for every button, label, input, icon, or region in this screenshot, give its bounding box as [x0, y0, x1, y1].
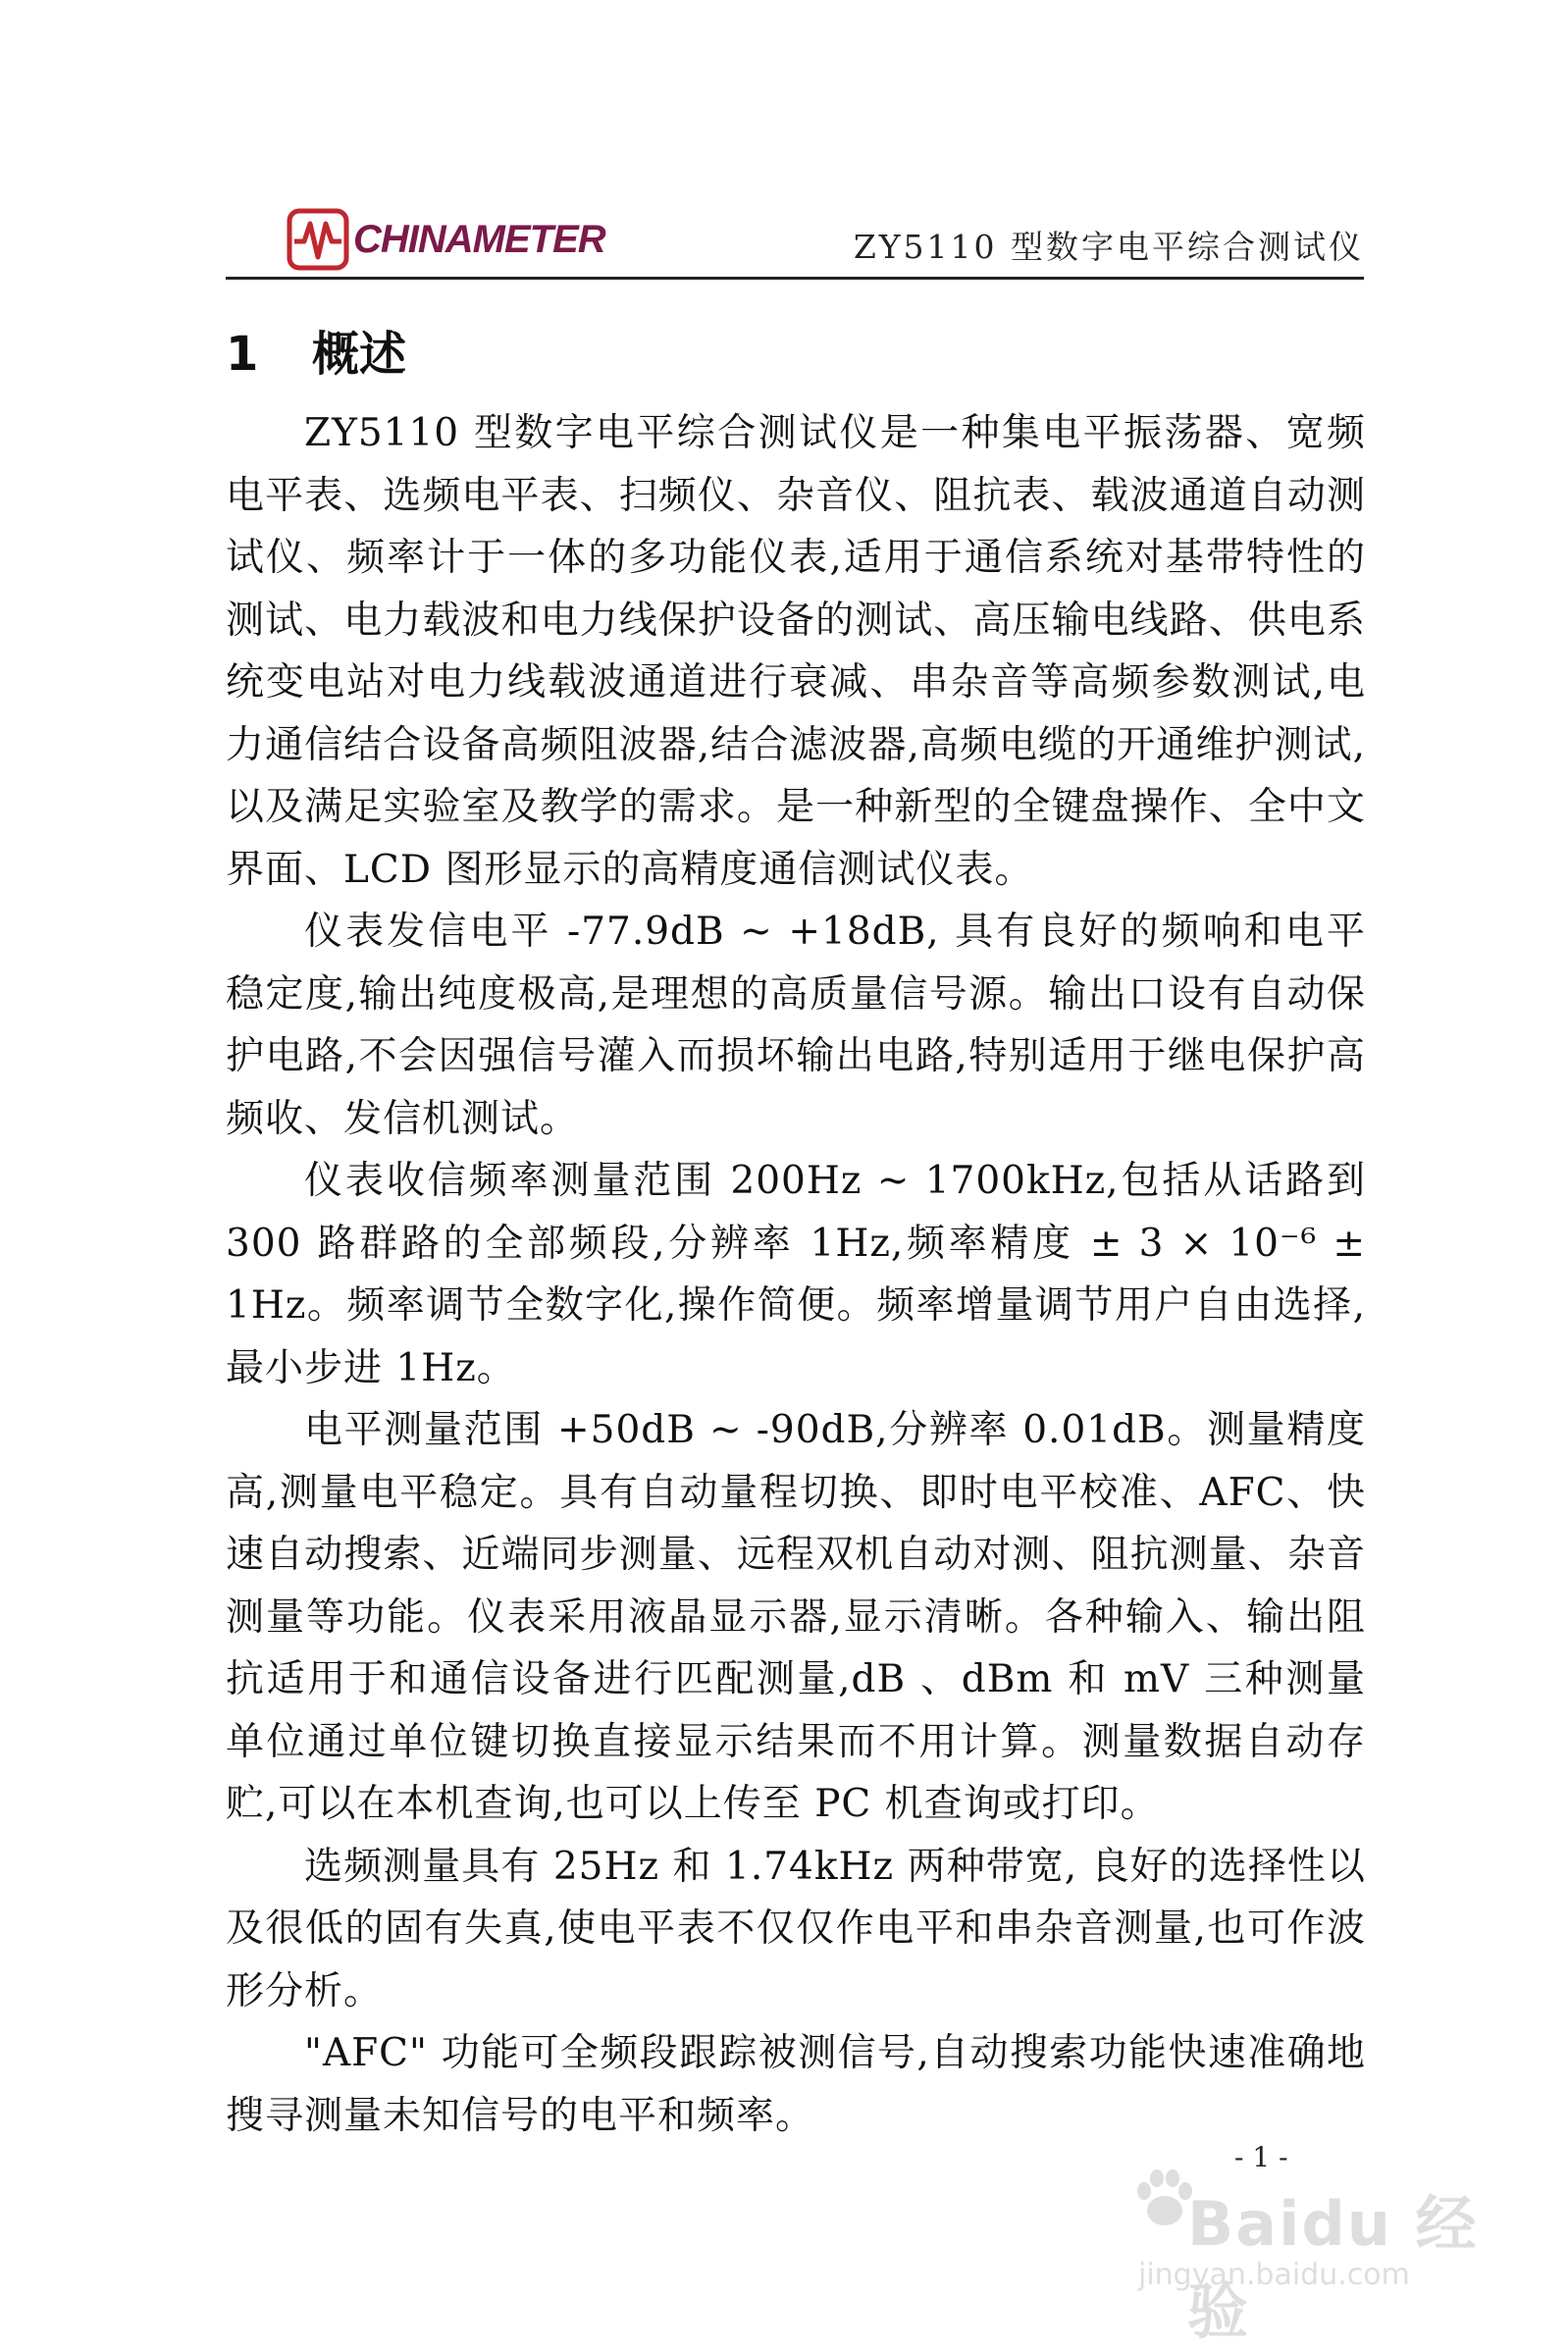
section-heading	[226, 316, 406, 384]
page-number: - 1 -	[1234, 2141, 1288, 2173]
header-rule	[226, 277, 1364, 280]
watermark-url: jingyan.baidu.com	[1138, 2258, 1410, 2292]
paragraph: 选频测量具有 25Hz 和 1.74kHz 两种带宽, 良好的选择性以及很低的固有失真,使电平表不仅仅作电平和串杂音测量,也可作波形分析。	[226, 1844, 1366, 2013]
paragraph: "AFC" 功能可全频段跟踪被测信号,自动搜索功能快速准确地搜寻测量未知信号的电平和频率。	[226, 2031, 1366, 2138]
chinameter-logo	[287, 208, 605, 271]
watermark-brand: Baidu 经验	[1187, 2188, 1479, 2347]
page-header	[226, 206, 1364, 283]
paragraph: ZY5110 型数字电平综合测试仪是一种集电平振荡器、宽频电平表、选频电平表、扫频仪、杂音仪、阻抗表、载波通道自动测试仪、频率计于一体的多功能仪表,适用于通信系统对基带特性的测试、电力载波和电力线保护设备的测试、高压输电线路、供电系统变电站对电力线载波通道进行衰减、串杂音等高频参数测试,电力通信结合设备高频阻波器,结合滤波器,高频电缆的开通维护测试,以及满足实验室及教学的需求。是一种新型的全键盘操作、全中文界面、LCD 图形显示的高精度通信测试仪表。	[226, 411, 1366, 892]
baidu-jingyan-watermark	[1128, 2164, 1482, 2347]
section-title: 概述	[312, 327, 407, 382]
paragraph: 仪表收信频率测量范围 200Hz ~ 1700kHz,包括从话路到 300 路群路的全部频段,分辨率 1Hz,频率精度 ± 3 × 10⁻⁶ ± 1Hz。频率调节全数字化,操作简便。频率增量调节用户自由选择,最小步进 1Hz。	[226, 1159, 1366, 1390]
body-text	[226, 402, 1366, 2147]
paragraph: 电平测量范围 +50dB ~ -90dB,分辨率 0.01dB。测量精度高,测量电平稳定。具有自动量程切换、即时电平校准、AFC、快速自动搜索、近端同步测量、远程双机自动对测、阻抗测量、杂音测量等功能。仪表采用液晶显示器,显示清晰。各种输入、输出阻抗适用于和通信设备进行匹配测量,dB 、dBm 和 mV 三种测量单位通过单位键切换直接显示结果而不用计算。测量数据自动存贮,可以在本机查询,也可以上传至 PC 机查询或打印。	[226, 1408, 1366, 1826]
logo-text: CHINAMETER	[353, 217, 605, 261]
paragraph: 仪表发信电平 -77.9dB ~ +18dB, 具有良好的频响和电平稳定度,输出纯度极高,是理想的高质量信号源。输出口设有自动保护电路,不会因强信号灌入而损坏输出电路,特别适用于继电保护高频收、发信机测试。	[226, 910, 1366, 1141]
document-title: ZY5110 型数字电平综合测试仪	[853, 228, 1364, 266]
chinameter-logo-icon	[287, 208, 349, 271]
section-number: 1	[226, 327, 259, 382]
